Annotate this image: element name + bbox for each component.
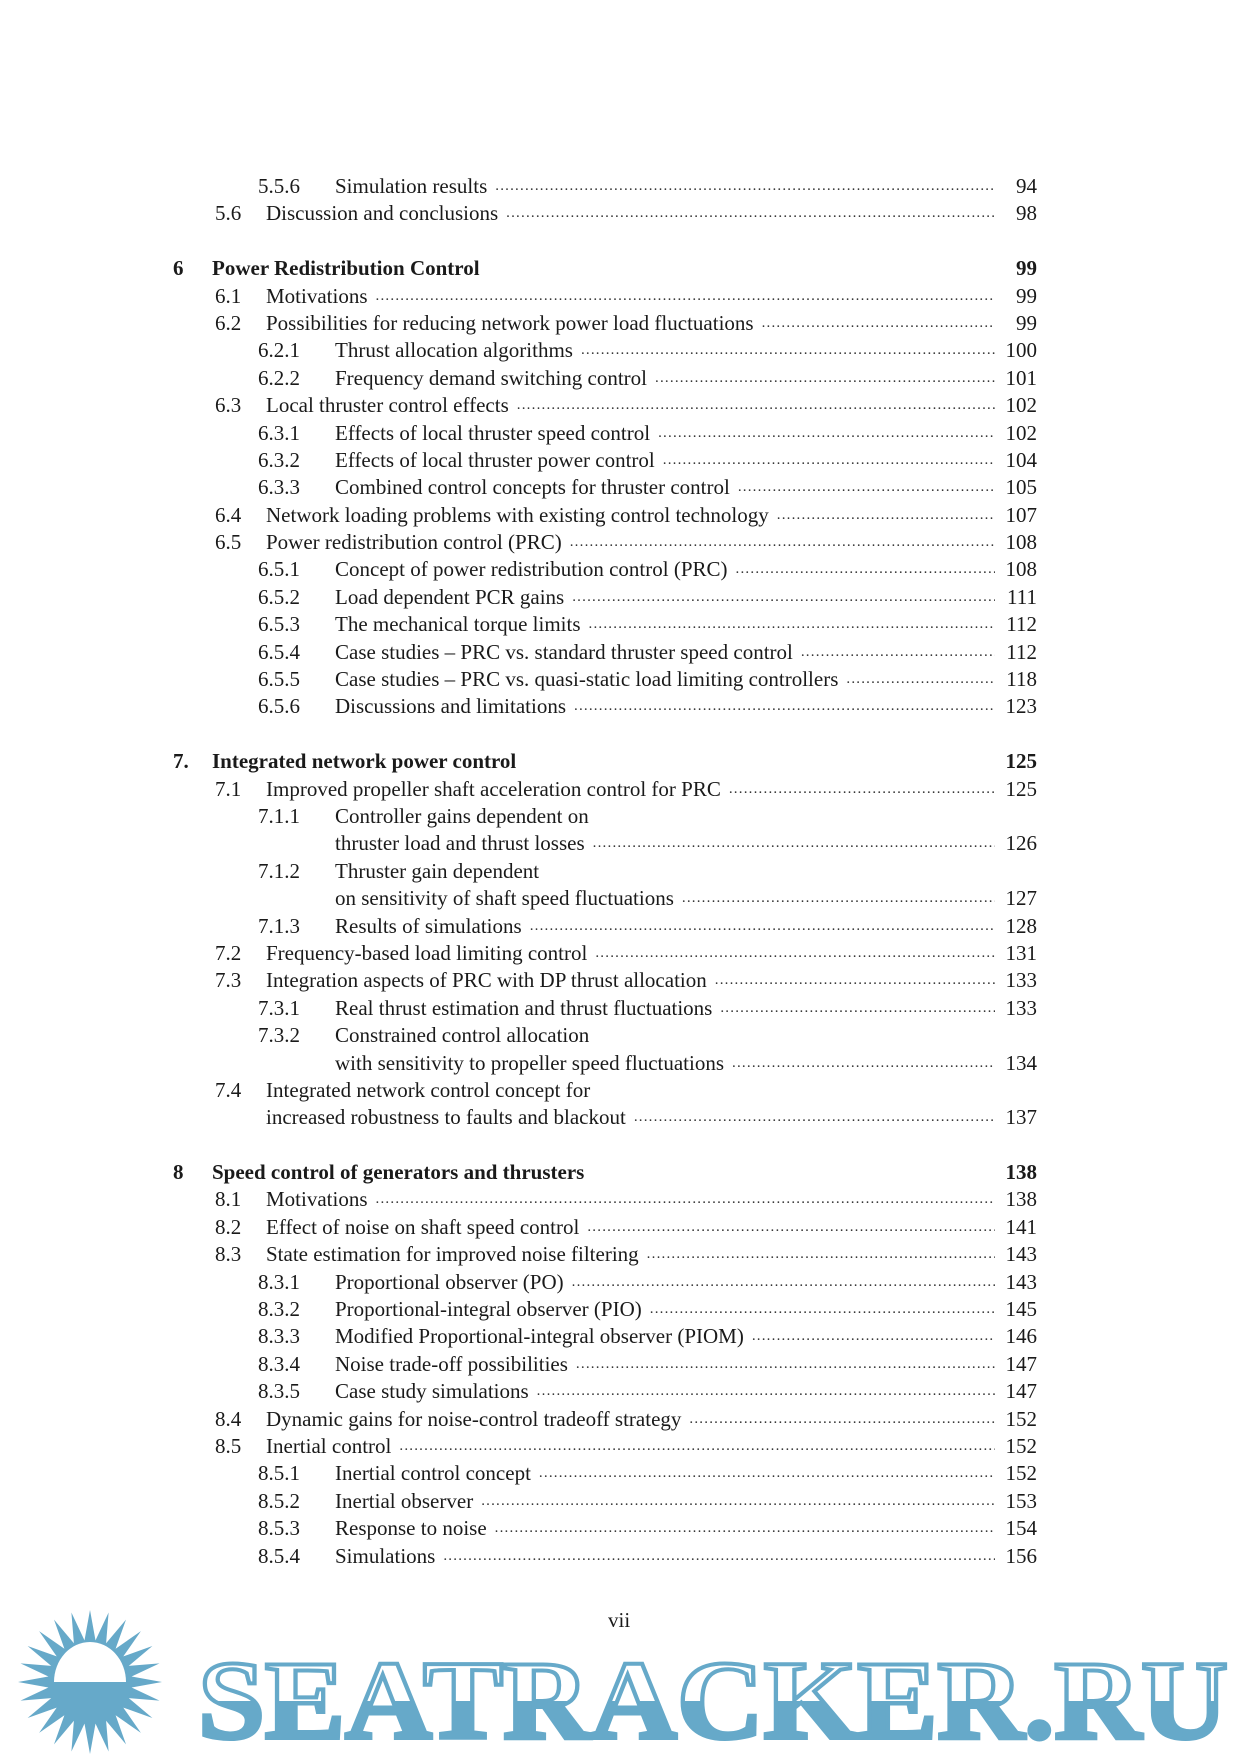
dot-leader	[376, 283, 995, 310]
dot-leader	[481, 1488, 995, 1515]
entry-title: Discussions and limitations	[335, 694, 566, 719]
entry-page-number: 102	[1005, 393, 1037, 418]
dot-leader	[506, 200, 995, 227]
entry-number: 7.2	[215, 940, 242, 965]
entry-page-number: 128	[1005, 913, 1037, 938]
toc-section-entry[interactable]	[0, 283, 1240, 310]
toc-section-entry[interactable]	[0, 776, 1240, 803]
entry-number: 5.6	[215, 201, 242, 226]
entry-title: Modified Proportional-integral observer (PIOM)	[335, 1324, 744, 1349]
entry-page-number: 138	[1005, 1187, 1037, 1212]
entry-title: Effects of local thruster speed control	[335, 420, 651, 445]
entry-title: thruster load and thrust losses	[335, 831, 585, 856]
entry-page-number: 125	[1005, 749, 1037, 774]
toc-subsection-entry[interactable]	[0, 173, 1240, 200]
toc-subsection-entry[interactable]	[0, 1543, 1240, 1570]
entry-title: Simulations	[335, 1543, 436, 1568]
entry-title: Combined control concepts for thruster control	[335, 475, 730, 500]
toc-subsection-entry[interactable]	[0, 913, 1240, 940]
dot-leader	[574, 693, 995, 720]
toc-subsection-entry[interactable]	[0, 693, 1240, 720]
entry-number: 7.1.3	[258, 913, 300, 938]
toc-subsection-entry[interactable]	[0, 1351, 1240, 1378]
entry-title: Effects of local thruster power control	[335, 447, 655, 472]
toc-subsection-entry[interactable]	[0, 420, 1240, 447]
entry-page-number: 105	[1005, 475, 1037, 500]
entry-number: 7.3.1	[258, 995, 300, 1020]
toc-section-entry[interactable]	[0, 529, 1240, 556]
entry-number: 7.1	[215, 776, 242, 801]
entry-title: Improved propeller shaft acceleration control for PRC	[266, 776, 721, 801]
entry-page-number: 153	[1005, 1488, 1037, 1513]
entry-number: 8.5.4	[258, 1543, 300, 1568]
toc-section-entry[interactable]	[0, 940, 1240, 967]
toc-subsection-entry[interactable]	[0, 1488, 1240, 1515]
entry-number: 6.3	[215, 393, 242, 418]
entry-number: 6.1	[215, 283, 242, 308]
dot-leader	[570, 529, 995, 556]
entry-title: Results of simulations	[335, 913, 522, 938]
entry-page-number: 137	[1005, 1105, 1037, 1130]
toc-subsection-entry[interactable]	[0, 611, 1240, 638]
spacer	[0, 1132, 1240, 1159]
entry-number: 8.3	[215, 1242, 242, 1267]
dot-leader	[495, 173, 995, 200]
entry-number: 6.4	[215, 502, 242, 527]
dot-leader	[715, 967, 995, 994]
entry-title: Simulation results	[335, 174, 488, 198]
entry-page-number: 94	[1016, 174, 1037, 198]
dot-leader	[801, 639, 995, 666]
entry-page-number: 108	[1005, 557, 1037, 582]
entry-title: Motivations	[266, 283, 368, 308]
entry-page-number: 152	[1005, 1406, 1037, 1431]
entry-number: 8.5	[215, 1433, 242, 1458]
dot-leader	[736, 556, 995, 583]
entry-page-number: 108	[1005, 530, 1037, 555]
spacer	[0, 721, 1240, 748]
entry-number: 7.1.2	[258, 858, 300, 883]
entry-page-number: 101	[1005, 365, 1037, 390]
entry-page-number: 111	[1007, 584, 1037, 609]
entry-title: Case studies – PRC vs. quasi-static load limiting controllers	[335, 667, 839, 692]
toc-section-entry[interactable]	[0, 1214, 1240, 1241]
toc-subsection-entry[interactable]	[0, 1022, 1240, 1049]
toc-subsection-entry[interactable]	[0, 995, 1240, 1022]
toc-subsection-entry[interactable]	[0, 803, 1240, 830]
entry-page-number: 133	[1005, 968, 1037, 993]
entry-number: 6.5.1	[258, 557, 300, 582]
entry-number: 7.3.2	[258, 1023, 300, 1048]
entry-page-number: 143	[1005, 1242, 1037, 1267]
entry-page-number: 98	[1016, 201, 1037, 226]
entry-number: 6.5.3	[258, 612, 300, 637]
entry-number: 6.5	[215, 530, 242, 555]
entry-page-number: 147	[1005, 1351, 1037, 1376]
toc-subsection-entry[interactable]	[0, 1460, 1240, 1487]
entry-number: 8.4	[215, 1406, 242, 1431]
toc-section-entry[interactable]	[0, 200, 1240, 227]
dot-leader	[650, 1296, 995, 1323]
entry-title: Noise trade-off possibilities	[335, 1351, 568, 1376]
entry-title: on sensitivity of shaft speed fluctuations	[335, 886, 674, 911]
dot-leader	[539, 1460, 995, 1487]
toc-subsection-entry[interactable]	[0, 1323, 1240, 1350]
entry-page-number: 126	[1005, 831, 1037, 856]
dot-leader	[595, 940, 995, 967]
toc-section-entry[interactable]	[0, 310, 1240, 337]
entry-title: Inertial control concept	[335, 1461, 531, 1486]
entry-title: Thruster gain dependent	[335, 858, 540, 883]
watermark-text: SEATRACKER.RU	[198, 1639, 1228, 1754]
dot-leader	[720, 995, 995, 1022]
entry-title: Integration aspects of PRC with DP thrust allocation	[266, 968, 707, 993]
toc-subsection-entry[interactable]	[0, 1378, 1240, 1405]
dot-leader	[634, 1104, 995, 1131]
toc-section-entry[interactable]	[0, 1104, 1240, 1131]
entry-page-number: 141	[1005, 1214, 1037, 1239]
entry-page-number: 107	[1005, 502, 1037, 527]
dot-leader	[376, 1186, 995, 1213]
entry-title: Integrated network control concept for	[266, 1077, 591, 1102]
entry-page-number: 145	[1005, 1297, 1037, 1322]
dot-leader	[777, 502, 995, 529]
entry-page-number: 112	[1006, 612, 1037, 637]
entry-number: 5.5.6	[258, 174, 300, 198]
toc-subsection-entry[interactable]	[0, 447, 1240, 474]
entry-number: 8.5.3	[258, 1516, 300, 1541]
entry-title: Speed control of generators and thrusters	[212, 1160, 585, 1185]
entry-title: The mechanical torque limits	[335, 612, 581, 637]
dot-leader	[443, 1543, 995, 1570]
entry-page-number: 127	[1005, 886, 1037, 911]
entry-title: Integrated network power control	[212, 749, 517, 774]
entry-page-number: 112	[1006, 639, 1037, 664]
entry-title: Concept of power redistribution control (PRC)	[335, 557, 728, 582]
toc-subsection-entry[interactable]	[0, 337, 1240, 364]
entry-title: Dynamic gains for noise-control tradeoff strategy	[266, 1406, 682, 1431]
entry-title: Inertial observer	[335, 1488, 474, 1513]
toc-subsection-entry[interactable]	[0, 858, 1240, 885]
entry-title: Load dependent PCR gains	[335, 584, 565, 609]
entry-title: Case studies – PRC vs. standard thruster speed control	[335, 639, 793, 664]
toc-subsection-entry[interactable]	[0, 666, 1240, 693]
entry-title: Frequency-based load limiting control	[266, 940, 588, 965]
toc-section-entry[interactable]	[0, 1406, 1240, 1433]
entry-page-number: 102	[1005, 420, 1037, 445]
entry-number: 8.1	[215, 1187, 242, 1212]
dot-leader	[399, 1433, 995, 1460]
toc-subsection-entry[interactable]	[0, 1296, 1240, 1323]
dot-leader	[530, 913, 995, 940]
dot-leader	[846, 666, 995, 693]
entry-page-number: 152	[1005, 1461, 1037, 1486]
dot-leader	[537, 1378, 995, 1405]
entry-title: with sensitivity to propeller speed fluctuations	[335, 1050, 725, 1075]
entry-page-number: 133	[1005, 995, 1037, 1020]
entry-page-number: 143	[1005, 1269, 1037, 1294]
entry-page-number: 104	[1005, 447, 1037, 472]
entry-number: 6.2.2	[258, 365, 300, 390]
entry-title: Case study simulations	[335, 1379, 529, 1404]
entry-page-number: 152	[1005, 1433, 1037, 1458]
dot-leader	[762, 310, 995, 337]
toc-subsection-entry[interactable]	[0, 639, 1240, 666]
entry-number: 6.5.5	[258, 667, 300, 692]
entry-page-number: 131	[1005, 940, 1037, 965]
toc-subsection-entry[interactable]	[0, 1269, 1240, 1296]
entry-number: 8.5.2	[258, 1488, 300, 1513]
entry-page-number: 138	[1005, 1160, 1037, 1185]
dot-leader	[658, 420, 995, 447]
dot-leader	[576, 1351, 995, 1378]
entry-page-number: 156	[1005, 1543, 1037, 1568]
entry-page-number: 154	[1005, 1516, 1037, 1541]
entry-page-number: 99	[1016, 283, 1037, 308]
entry-title: Possibilities for reducing network power load fluctuations	[266, 310, 754, 335]
toc-section-entry[interactable]	[0, 1433, 1240, 1460]
entry-title: Constrained control allocation	[335, 1023, 590, 1048]
dot-leader	[517, 392, 995, 419]
toc-section-entry[interactable]	[0, 1241, 1240, 1268]
dot-leader	[655, 365, 995, 392]
entry-number: 8	[173, 1160, 184, 1185]
entry-number: 8.3.1	[258, 1269, 300, 1294]
toc-section-entry[interactable]	[0, 967, 1240, 994]
toc-section-entry[interactable]	[0, 502, 1240, 529]
entry-title: Response to noise	[335, 1516, 487, 1541]
spacer	[0, 228, 1240, 255]
entry-title: Network loading problems with existing control technology	[266, 502, 769, 527]
entry-title: Real thrust estimation and thrust fluctuations	[335, 995, 713, 1020]
entry-number: 6.3.3	[258, 475, 300, 500]
table-of-contents	[0, 173, 1240, 1570]
entry-number: 6.3.2	[258, 447, 300, 472]
toc-chapter-entry[interactable]	[0, 1159, 1240, 1186]
dot-leader	[738, 474, 995, 501]
toc-subsection-entry[interactable]	[0, 556, 1240, 583]
entry-title: increased robustness to faults and blackout	[266, 1105, 626, 1130]
entry-page-number: 123	[1005, 694, 1037, 719]
entry-number: 6	[173, 256, 184, 281]
entry-number: 7.1.1	[258, 803, 300, 828]
dot-leader	[663, 447, 995, 474]
entry-title: Inertial control	[266, 1433, 392, 1458]
dot-leader	[495, 1515, 995, 1542]
toc-subsection-entry[interactable]	[0, 885, 1240, 912]
entry-page-number: 99	[1016, 310, 1037, 335]
entry-title: Power Redistribution Control	[212, 256, 480, 281]
dot-leader	[589, 611, 996, 638]
page-number-folio: vii	[608, 1608, 631, 1632]
toc-section-entry[interactable]	[0, 392, 1240, 419]
dot-leader	[689, 1406, 995, 1433]
dot-leader	[729, 776, 995, 803]
toc-subsection-entry[interactable]	[0, 474, 1240, 501]
entry-number: 7.	[173, 749, 189, 774]
dot-leader	[572, 1269, 995, 1296]
toc-subsection-entry[interactable]	[0, 584, 1240, 611]
entry-number: 8.3.5	[258, 1379, 300, 1404]
toc-chapter-entry[interactable]	[0, 255, 1240, 282]
entry-number: 6.5.2	[258, 584, 300, 609]
entry-number: 6.3.1	[258, 420, 300, 445]
entry-title: Proportional observer (PO)	[335, 1269, 564, 1294]
dot-leader	[572, 584, 995, 611]
dot-leader	[682, 885, 995, 912]
entry-title: Motivations	[266, 1187, 368, 1212]
toc-chapter-entry[interactable]	[0, 748, 1240, 775]
toc-subsection-entry[interactable]	[0, 1515, 1240, 1542]
entry-number: 6.2.1	[258, 338, 300, 363]
entry-title: Effect of noise on shaft speed control	[266, 1214, 580, 1239]
entry-number: 8.3.2	[258, 1297, 300, 1322]
entry-title: State estimation for improved noise filtering	[266, 1242, 639, 1267]
dot-leader	[732, 1050, 995, 1077]
toc-subsection-entry[interactable]	[0, 1050, 1240, 1077]
entry-title: Frequency demand switching control	[335, 365, 648, 390]
sun-logo-icon	[18, 1610, 162, 1754]
dot-leader	[647, 1241, 995, 1268]
entry-number: 8.3.4	[258, 1351, 300, 1376]
entry-number: 8.2	[215, 1214, 242, 1239]
entry-page-number: 134	[1005, 1050, 1037, 1075]
entry-number: 7.4	[215, 1077, 242, 1102]
entry-page-number: 147	[1005, 1379, 1037, 1404]
dot-leader	[587, 1214, 995, 1241]
dot-leader	[581, 337, 995, 364]
entry-number: 8.5.1	[258, 1461, 300, 1486]
entry-number: 7.3	[215, 968, 242, 993]
entry-title: Local thruster control effects	[266, 393, 509, 418]
entry-page-number: 146	[1005, 1324, 1037, 1349]
entry-title: Controller gains dependent on	[335, 803, 589, 828]
toc-section-entry[interactable]	[0, 1186, 1240, 1213]
dot-leader	[593, 830, 995, 857]
entry-number: 8.3.3	[258, 1324, 300, 1349]
entry-page-number: 125	[1005, 776, 1037, 801]
entry-title: Thrust allocation algorithms	[335, 338, 573, 363]
entry-number: 6.5.6	[258, 694, 300, 719]
entry-page-number: 99	[1016, 256, 1037, 281]
toc-subsection-entry[interactable]	[0, 830, 1240, 857]
entry-number: 6.5.4	[258, 639, 300, 664]
toc-subsection-entry[interactable]	[0, 365, 1240, 392]
entry-number: 6.2	[215, 310, 242, 335]
toc-section-entry[interactable]	[0, 1077, 1240, 1104]
entry-title: Discussion and conclusions	[266, 201, 499, 226]
dot-leader	[752, 1323, 995, 1350]
entry-title: Proportional-integral observer (PIO)	[335, 1297, 642, 1322]
entry-title: Power redistribution control (PRC)	[266, 530, 562, 555]
entry-page-number: 100	[1005, 338, 1037, 363]
entry-page-number: 118	[1006, 667, 1037, 692]
